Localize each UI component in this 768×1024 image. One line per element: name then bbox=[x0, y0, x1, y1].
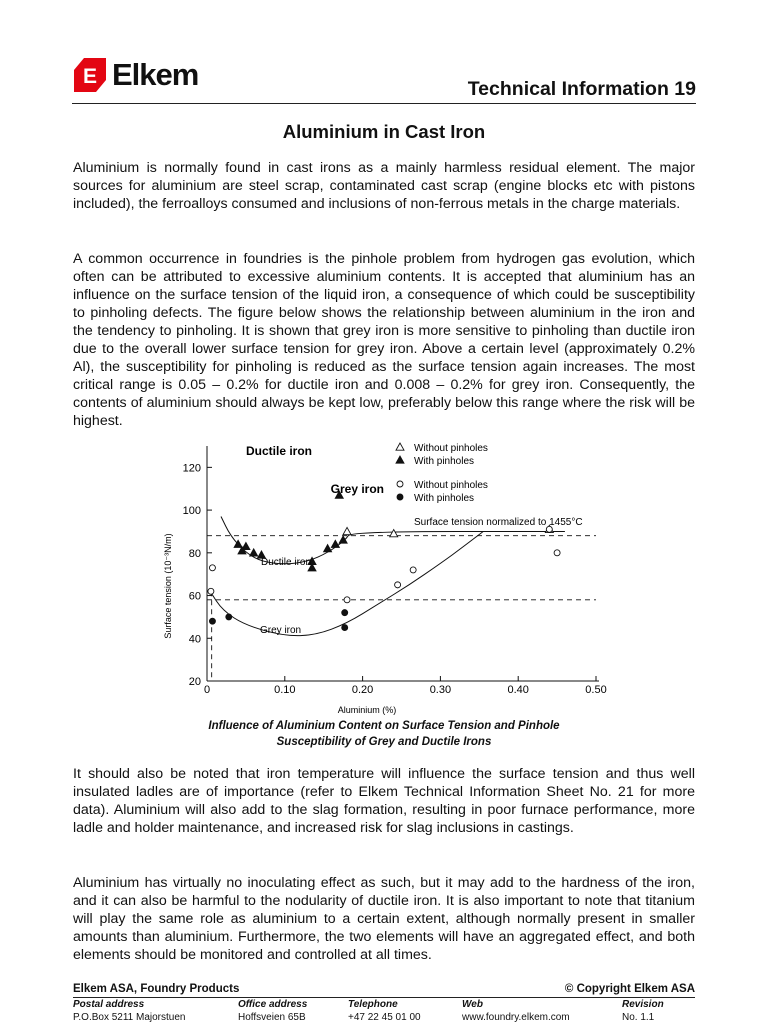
trend-curves bbox=[210, 517, 565, 636]
y-tick-label: 20 bbox=[188, 676, 201, 688]
figure-caption bbox=[150, 718, 618, 750]
document-label: Technical Information 19 bbox=[467, 78, 696, 100]
figure-caption-line-2: Susceptibility of Grey and Ductile Irons bbox=[276, 736, 492, 748]
page-title: Aluminium in Cast Iron bbox=[282, 121, 486, 142]
footer-postal-heading: Postal address bbox=[73, 999, 145, 1010]
x-tick-label: 0.10 bbox=[274, 684, 296, 696]
elkem-logo-letter: E bbox=[82, 65, 98, 88]
elkem-logo-text: Elkem bbox=[112, 57, 199, 92]
y-tick-label: 60 bbox=[188, 590, 201, 603]
footer-web bbox=[462, 998, 570, 1024]
footer-telephone-value: +47 22 45 01 00 bbox=[348, 1012, 421, 1023]
legend-grey-with: With pinholes bbox=[414, 493, 475, 504]
chart-axes bbox=[183, 446, 607, 696]
legend-markers bbox=[396, 443, 404, 500]
data-point-circle-open bbox=[554, 550, 560, 556]
footer-revision-heading: Revision bbox=[622, 999, 664, 1010]
data-point-triangle-open bbox=[390, 530, 398, 537]
footer-web-link[interactable]: www.foundry.elkem.com bbox=[462, 1012, 570, 1023]
data-point-circle-open bbox=[395, 582, 401, 588]
paragraph-3: It should also be noted that iron temperature will influence the surface tension and thus well insulated ladles are of importance (refer to Elkem Technical Information Sheet No. 21 for more data). Aluminium will also add to the slag formation, resulting in poor furnace performance, more ladle and holder maintenance, and increased risk for slag inclusions in castings. bbox=[73, 766, 695, 836]
x-tick-label: 0.40 bbox=[507, 684, 529, 696]
data-point-circle-open bbox=[344, 597, 350, 603]
footer-postal bbox=[73, 998, 185, 1024]
legend-grey-title: Grey iron bbox=[330, 482, 384, 496]
grey-trend-curve bbox=[210, 532, 483, 636]
grey-curve-label: Grey iron bbox=[260, 625, 302, 636]
paragraph-4: Aluminium has virtually no inoculating effect as such, but it may add to the hardness of the iron, and it can also be harmful to the nodularity of ductile iron. It is also important to note that titanium will play the same role as aluminium to a certain extent, although normally present in smaller amounts than aluminium. Furthermore, the two elements will have an aggregated effect, and both elements should be monitored and controlled at all times. bbox=[73, 875, 695, 963]
footer-revision bbox=[622, 998, 664, 1024]
x-tick-label: 0.20 bbox=[351, 684, 374, 696]
legend-marker-triangle-filled bbox=[396, 456, 404, 463]
footer-revision-value: No. 1.1 bbox=[622, 1012, 655, 1023]
data-point-circle-filled bbox=[342, 610, 348, 616]
footer-office bbox=[238, 998, 307, 1024]
data-point-triangle-open bbox=[343, 527, 351, 534]
paragraph-1: Aluminium is normally found in cast irons as a mainly harmless residual element. The major sources for aluminium are steel scrap, contaminated cast scrap (engine blocks etc with pistons included), the ferroalloys consumed and inclusions of non-ferrous metals in the charge materials. bbox=[73, 160, 695, 212]
elkem-logo-icon bbox=[72, 57, 108, 93]
footer-web-heading: Web bbox=[462, 999, 483, 1010]
footer-telephone-heading: Telephone bbox=[348, 999, 398, 1010]
header-divider bbox=[72, 103, 696, 104]
legend-marker-triangle-open bbox=[396, 443, 404, 450]
data-point-circle-filled bbox=[226, 614, 232, 620]
legend-marker-circle-filled bbox=[397, 494, 403, 500]
legend-marker-circle-open bbox=[397, 481, 403, 487]
legend-ductile-title: Ductile iron bbox=[245, 444, 312, 458]
data-point-triangle-filled bbox=[242, 542, 250, 549]
data-point-circle-open bbox=[209, 565, 215, 571]
data-point-triangle-filled bbox=[339, 536, 347, 543]
figure-caption-line-1: Influence of Aluminium Content on Surface Tension and Pinhole bbox=[208, 720, 560, 732]
data-point-triangle-filled bbox=[324, 545, 332, 552]
data-point-circle-filled bbox=[209, 618, 215, 624]
data-point-circle-filled bbox=[342, 625, 348, 631]
footer-company: Elkem ASA, Foundry Products bbox=[73, 983, 240, 995]
paragraph-2: A common occurrence in foundries is the pinhole problem from hydrogen gas evolution, which often can be attributed to excessive aluminium contents. It is accepted that aluminium has an influence on the surface tension of the liquid iron, a consequence of which could be susceptibility to pinholing defects. The figure below shows the relationship between aluminium in the iron and the tendency to pinholing. It is shown that grey iron is more sensitive to pinholing than ductile iron due to the overall lower surface tension for grey iron. Above a certain level (approximately 0.2% Al), the susceptibility for pinholing is reduced as the surface tension again increases. The most critical range is 0.05 – 0.2% for ductile iron and 0.008 – 0.2% for grey iron. Consequently, the contents of aluminium should always be kept low, preferably below this range where the risk will be highest. bbox=[73, 251, 695, 429]
y-axis-label: Surface tension (10⁻³N/m) bbox=[163, 533, 173, 639]
data-point-triangle-filled bbox=[250, 549, 258, 556]
x-axis-label: Aluminium (%) bbox=[337, 705, 397, 715]
y-tick-label: 120 bbox=[182, 462, 201, 475]
x-tick-label: 0 bbox=[203, 684, 211, 696]
chart-annotation: Surface tension normalized to 1455°C bbox=[414, 517, 583, 528]
footer-telephone bbox=[348, 998, 421, 1024]
legend-ductile-with: With pinholes bbox=[414, 456, 475, 467]
legend-ductile-without: Without pinholes bbox=[414, 443, 488, 454]
footer-copyright: © Copyright Elkem ASA bbox=[564, 983, 695, 995]
elkem-logo bbox=[72, 55, 242, 97]
ductile-curve-label: Ductile iron bbox=[261, 557, 312, 568]
footer-postal-value: P.O.Box 5211 Majorstuen bbox=[73, 1012, 186, 1023]
x-tick-label: 0.50 bbox=[585, 684, 607, 696]
footer-office-heading: Office address bbox=[238, 999, 308, 1010]
data-point-triangle-filled bbox=[331, 540, 339, 547]
data-point-circle-open bbox=[208, 588, 214, 594]
surface-tension-chart bbox=[155, 435, 615, 720]
x-tick-label: 0.30 bbox=[429, 684, 452, 696]
y-tick-label: 40 bbox=[188, 633, 201, 646]
legend-grey-without: Without pinholes bbox=[414, 480, 488, 491]
footer-office-value: Hoffsveien 65B bbox=[238, 1012, 306, 1023]
data-point-circle-open bbox=[410, 567, 416, 573]
y-tick-label: 100 bbox=[182, 505, 201, 518]
chart-svg bbox=[155, 435, 615, 720]
y-tick-label: 80 bbox=[188, 547, 201, 560]
